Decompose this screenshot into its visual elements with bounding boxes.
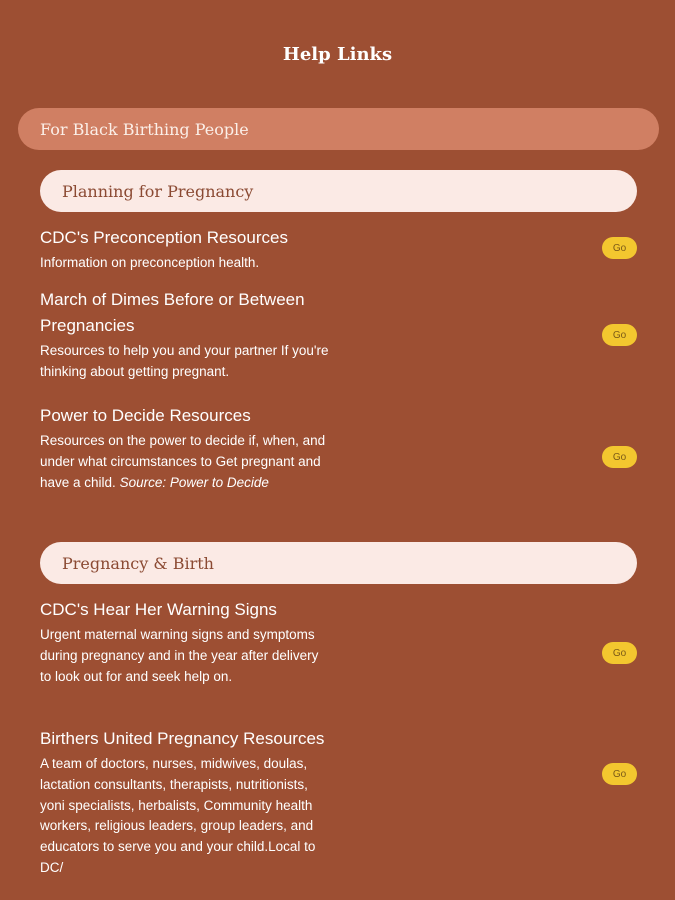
category-label: For Black Birthing People — [40, 119, 249, 139]
link-title: CDC's Preconception Resources — [40, 228, 288, 247]
link-title: Power to Decide Resources — [40, 406, 251, 425]
page-title: Help Links — [282, 44, 393, 65]
link-item-cdc-hear-her — [40, 597, 637, 687]
link-title: March of Dimes Before or Between Pregnancies — [40, 290, 305, 335]
go-button[interactable]: Go — [602, 642, 637, 664]
link-item-cdc-preconception — [40, 225, 637, 274]
link-description: A team of doctors, nurses, midwives, doulas, lactation consultants, therapists, nutritionists, yoni specialists, herbalists, Community health workers, religious leaders, group leaders, and educators to serve you and your child.Local to DC/ — [40, 756, 316, 875]
link-source: Source: Power to Decide — [119, 474, 269, 490]
go-button[interactable]: Go — [602, 763, 637, 785]
link-description-text: Resources on the power to decide if, when, and under what circumstances to Get pregnant and have a child. — [40, 433, 326, 490]
link-description: Information on preconception health. — [40, 255, 260, 270]
link-description — [40, 431, 330, 493]
section-label: Planning for Pregnancy — [62, 181, 254, 201]
link-title: Birthers United Pregnancy Resources — [40, 729, 325, 748]
go-button[interactable]: Go — [602, 237, 637, 259]
link-description: Urgent maternal warning signs and symptoms during pregnancy and in the year after delivery to look out for and seek help on. — [40, 627, 319, 684]
section-header-pregnancy-and-birth[interactable] — [40, 542, 637, 584]
link-description: Resources to help you and your partner If you're thinking about getting pregnant. — [40, 343, 329, 379]
link-item-birthers-united — [40, 726, 637, 879]
go-button[interactable]: Go — [602, 446, 637, 468]
category-header[interactable] — [18, 108, 659, 150]
section-header-planning-for-pregnancy[interactable] — [40, 170, 637, 212]
link-title: CDC's Hear Her Warning Signs — [40, 600, 277, 619]
link-item-march-of-dimes — [40, 287, 637, 383]
link-item-power-to-decide — [40, 403, 637, 493]
section-label: Pregnancy & Birth — [62, 553, 214, 573]
go-button[interactable]: Go — [602, 324, 637, 346]
